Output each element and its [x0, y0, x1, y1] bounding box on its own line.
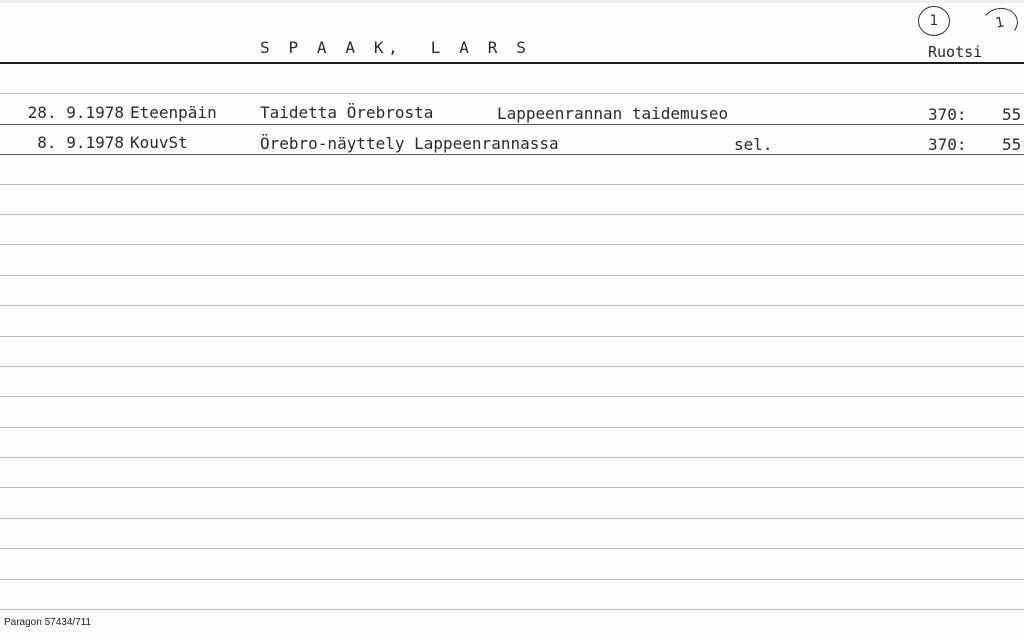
ruled-line — [0, 548, 1024, 549]
entry-date: 28. 9.1978 — [27, 103, 124, 122]
entry-title: Taidetta Örebrosta — [260, 103, 434, 122]
ruled-line — [0, 487, 1024, 488]
entry-page: 55 — [1002, 135, 1022, 154]
ruled-line — [0, 93, 1024, 94]
handwritten-circled-mark: 1 — [918, 6, 950, 36]
entry-class: 370: — [928, 135, 967, 154]
entry-source: Eteenpäin — [130, 103, 217, 122]
ruled-line — [0, 275, 1024, 276]
ruled-line — [0, 154, 1024, 155]
entry-page: 55 — [1002, 105, 1022, 124]
handwritten-circled-mark: 1 — [980, 5, 1021, 41]
ruled-line — [0, 336, 1024, 337]
entry-source: KouvSt — [130, 133, 188, 152]
country-label: Ruotsi — [928, 43, 983, 61]
card-top-edge — [0, 0, 1024, 3]
person-name: S P A A K, L A R S — [260, 38, 531, 57]
entry-class: 370: — [928, 105, 967, 124]
ruled-line — [0, 427, 1024, 428]
ruled-line — [0, 579, 1024, 580]
entry-venue: Lappeenrannan taidemuseo — [497, 104, 729, 123]
ruled-line — [0, 457, 1024, 458]
ruled-line — [0, 214, 1024, 215]
ruled-line — [0, 366, 1024, 367]
entry-title: Örebro-näyttely Lappeenrannassa — [260, 134, 559, 153]
ruled-line — [0, 518, 1024, 519]
entry-date: 8. 9.1978 — [37, 133, 124, 152]
ruled-line — [0, 124, 1024, 125]
ruled-line — [0, 184, 1024, 185]
ruled-line — [0, 609, 1024, 610]
header-rule — [0, 62, 1024, 64]
card-print-code: Paragon 57434/711 — [4, 617, 92, 628]
ruled-line — [0, 244, 1024, 245]
ruled-line — [0, 396, 1024, 397]
ruled-line — [0, 305, 1024, 306]
entry-note: sel. — [734, 135, 773, 154]
